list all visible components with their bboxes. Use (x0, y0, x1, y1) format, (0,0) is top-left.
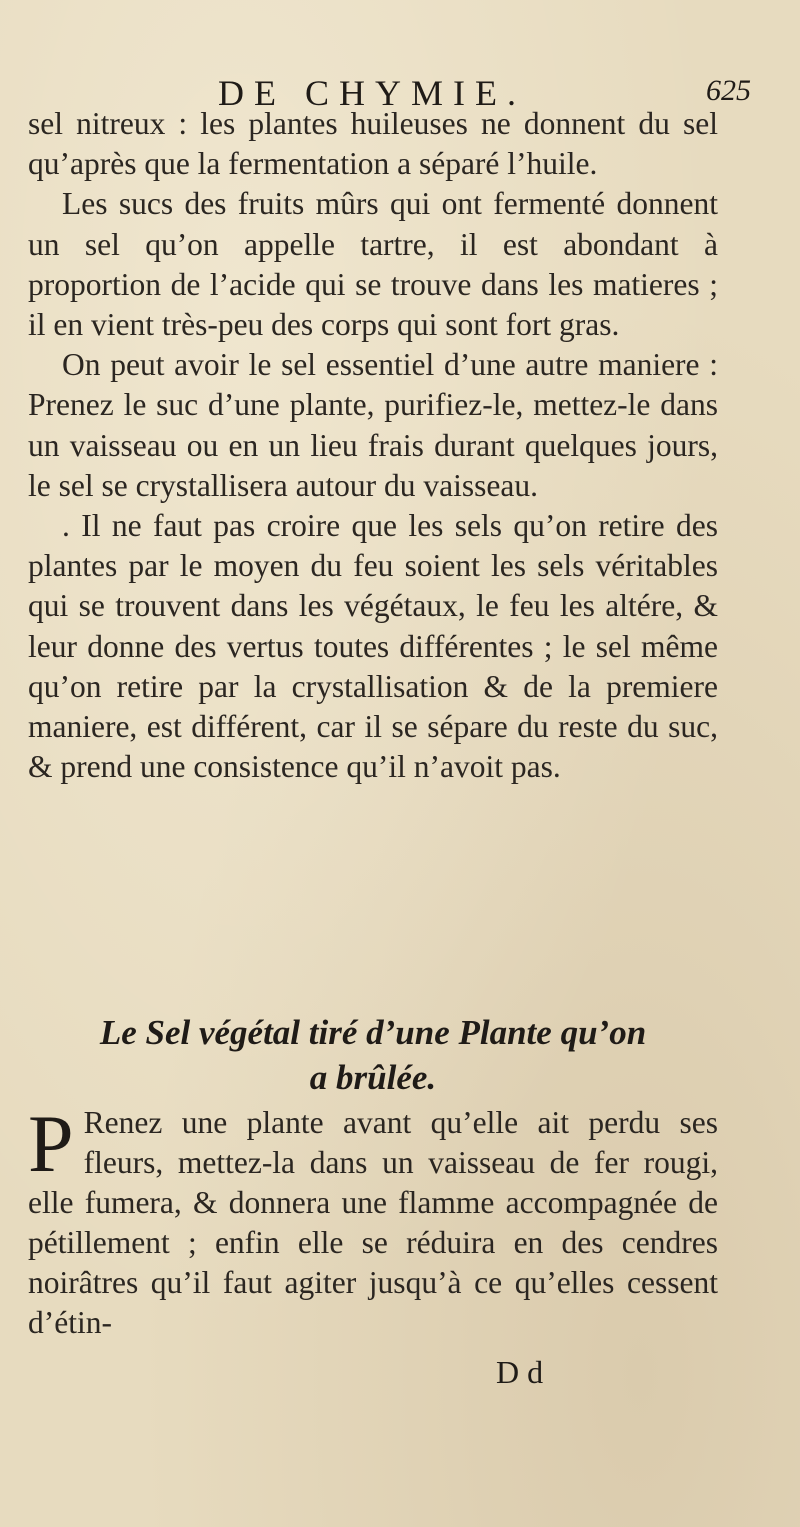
paragraph-2: Les sucs des fruits mûrs qui ont fermenté donnent un sel qu’on appelle tartre, il est abondant à proportion de l’acide qui se trouve dans les matieres ; il en vient très-peu des corps qui sont fort gras. (28, 186, 718, 343)
running-title: DE CHYMIE. (218, 73, 526, 113)
section-paragraph-text: Renez une plante avant qu’elle ait perdu ses fleurs, mettez-la dans un vaisseau de fer rougi, elle fumera, & donnera une flamme accompagnée de pétillement ; enfin elle se réduira en des cendres noirâtres qu’il faut agiter jusqu’à ce qu’elles cessent d’étin- (28, 1105, 718, 1340)
section-heading-line-1: Le Sel végétal tiré d’une Plante qu’on (99, 1013, 647, 1052)
drop-cap: P (28, 1098, 74, 1189)
section-heading-line-2: a brûlée. (309, 1058, 437, 1097)
body-text (28, 104, 718, 787)
page-number: 625 (706, 74, 751, 107)
section-heading (28, 1010, 718, 1100)
section-paragraph (28, 1098, 718, 1343)
paragraph-3: On peut avoir le sel essentiel d’une autre maniere : Prenez le suc d’une plante, purifiez-le, mettez-le dans un vaisseau ou en un lieu frais durant quelques jours, le sel se crystallisera autour du vaisseau. (28, 347, 718, 503)
catchword: D d (496, 1354, 544, 1390)
paragraph-1: sel nitreux : les plantes huileuses ne donnent du sel qu’après que la fermentation a séparé l’huile. (28, 106, 718, 182)
paragraph-4: . Il ne faut pas croire que les sels qu’on retire des plantes par le moyen du feu soient les sels véritables qui se trouvent dans les végétaux, le feu les altére, & leur donne des vertus toutes différentes ; le sel même qu’on retire par la crystallisation & de la premiere maniere, est différent, car il se sépare du reste du suc, & prend une consistence qu’il n’avoit pas. (28, 508, 718, 785)
